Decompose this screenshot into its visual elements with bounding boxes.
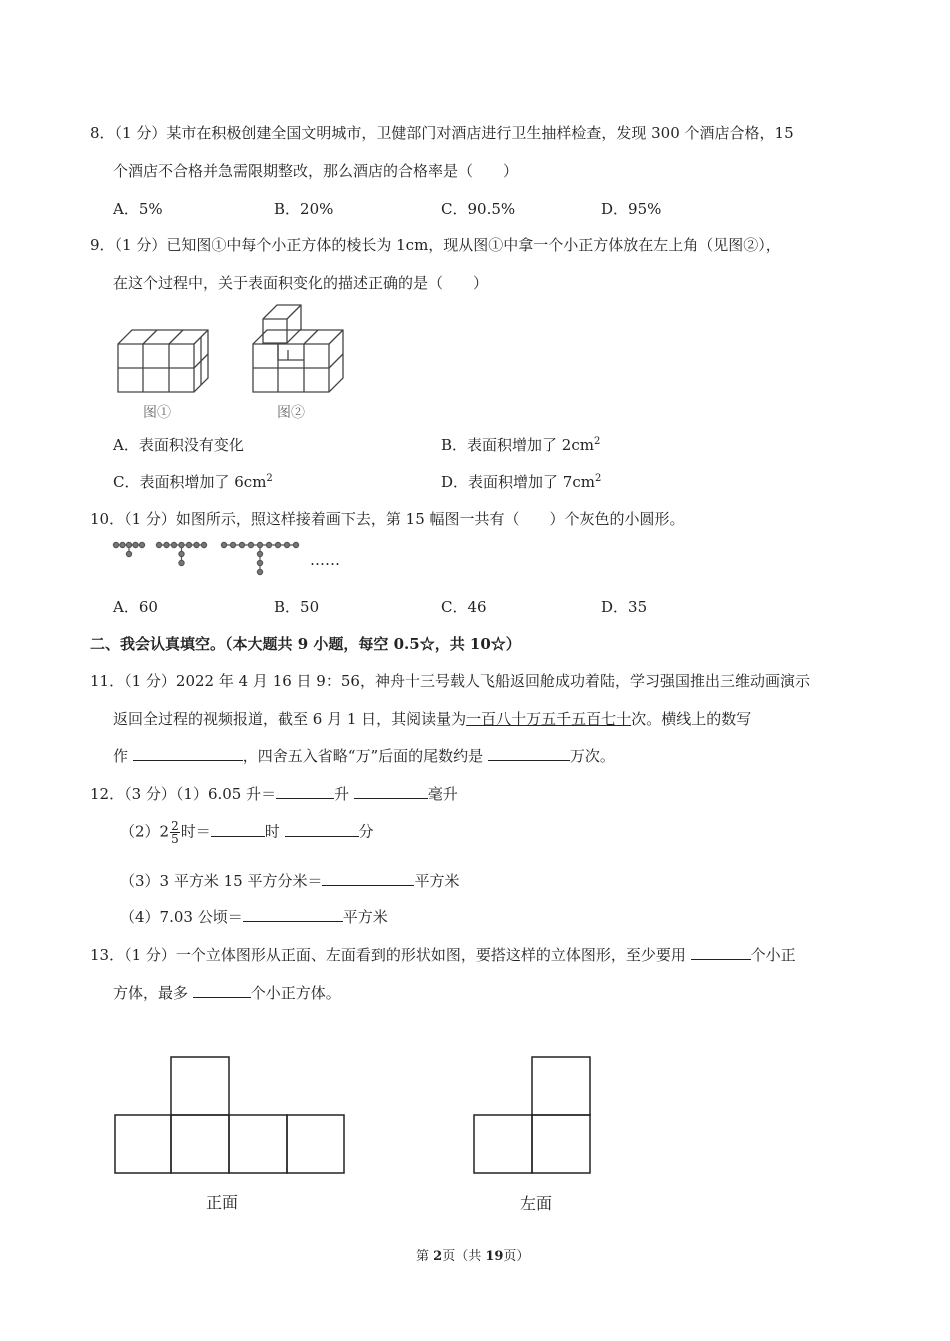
q9-option-c: C．表面积增加了 $6cm^2$ xyxy=(113,473,273,491)
q9-option-d: D．表面积增加了 $7cm^2$ xyxy=(441,473,602,491)
q9-option-a: A．表面积没有变化 xyxy=(113,436,244,454)
q9-figure-2-label: 图② xyxy=(277,405,305,421)
q9-line2: 在这个过程中，关于表面积变化的描述正确的是（ ） xyxy=(113,274,489,292)
q12-blank-3[interactable] xyxy=(211,821,265,837)
q10-option-a: A．60 xyxy=(113,598,158,616)
q9-option-b: B．表面积增加了 $2cm^2$ xyxy=(441,436,601,454)
q10-line1: 10．（1 分）如图所示，照这样接着画下去，第 15 幅图一共有（ ）个灰色的小圆形。 xyxy=(90,510,685,528)
q12-part3: （3）3 平方米 15 平方分米＝ 平方米 xyxy=(120,872,460,890)
q12-blank-5[interactable] xyxy=(322,870,414,886)
current-page: 2 xyxy=(433,1249,443,1264)
q12-blank-1[interactable] xyxy=(276,783,334,799)
q10-ellipsis: …… xyxy=(310,551,340,569)
q10-option-b: B．50 xyxy=(274,598,320,616)
q13-line1: 13．（1 分）一个立体图形从正面、左面看到的形状如图，要搭这样的立体图形，至少要用 个小正 xyxy=(90,946,796,964)
q9-figure-1 xyxy=(118,330,213,395)
q11-underlined-number: 一百八十万五千五百七十 xyxy=(466,710,632,728)
q13-line2: 方体，最多 个小正方体。 xyxy=(113,984,341,1002)
q11-line3: 作 ，四舍五入省略“万”后面的尾数约是 万次。 xyxy=(113,747,615,765)
q10-option-c: C．46 xyxy=(441,598,487,616)
q8-option-b: B．20% xyxy=(274,200,334,218)
q8-line1: 8．（1 分）某市在积极创建全国文明城市，卫健部门对酒店进行卫生抽样检查，发现 300 个酒店合格，15 xyxy=(90,124,794,142)
q10-option-d: D．35 xyxy=(601,598,648,616)
q9-figure-1-label: 图① xyxy=(143,405,171,421)
q9-line1: 9．（1 分）已知图①中每个小正方体的棱长为 1cm，现从图①中拿一个小正方体放在左上角（见图②）， xyxy=(90,236,781,254)
q13-blank-2[interactable] xyxy=(193,982,251,998)
q8-option-d: D．95% xyxy=(601,200,662,218)
q10-circle-pattern xyxy=(112,538,312,578)
q12-blank-4[interactable] xyxy=(285,821,359,837)
q8-option-a: A．5% xyxy=(113,200,163,218)
q12-fraction: $\frac{2}{5}$ xyxy=(171,819,179,846)
total-pages: 19 xyxy=(485,1249,504,1264)
q12-part4: （4）7.03 公顷＝ 平方米 xyxy=(120,908,388,926)
q13-front-view xyxy=(114,1056,346,1174)
q13-left-view xyxy=(473,1056,591,1174)
q11-blank-1[interactable] xyxy=(133,745,243,761)
q13-blank-1[interactable] xyxy=(691,944,751,960)
q12-blank-6[interactable] xyxy=(243,906,343,922)
section-2-heading: 二、我会认真填空。（本大题共 9 小题，每空 0.5☆，共 10☆） xyxy=(90,635,521,653)
q12-part1: 12．（3 分）（1）6.05 升＝ 升 毫升 xyxy=(90,785,458,803)
q11-line1: 11．（1 分）2022 年 4 月 16 日 9：56，神舟十三号载人飞船返回舱成功着陆，学习强国推出三维动画演示 xyxy=(90,672,810,690)
q13-left-view-label: 左面 xyxy=(520,1194,553,1213)
q8-line2: 个酒店不合格并急需限期整改，那么酒店的合格率是（ ） xyxy=(113,162,519,180)
q13-front-view-label: 正面 xyxy=(206,1193,239,1212)
q12-blank-2[interactable] xyxy=(354,783,428,799)
q11-blank-2[interactable] xyxy=(488,745,570,761)
page-footer: 第 2页（共 19页） xyxy=(416,1249,530,1264)
q12-part2: （2）2 $\frac{2}{5}$ 时＝ 时 分 xyxy=(120,819,374,846)
q9-figure-2 xyxy=(253,305,348,395)
q8-option-c: C．90.5% xyxy=(441,200,516,218)
q11-line2: 返回全过程的视频报道，截至 6 月 1 日，其阅读量为一百八十万五千五百七十次。横线上的数写 xyxy=(113,710,752,728)
